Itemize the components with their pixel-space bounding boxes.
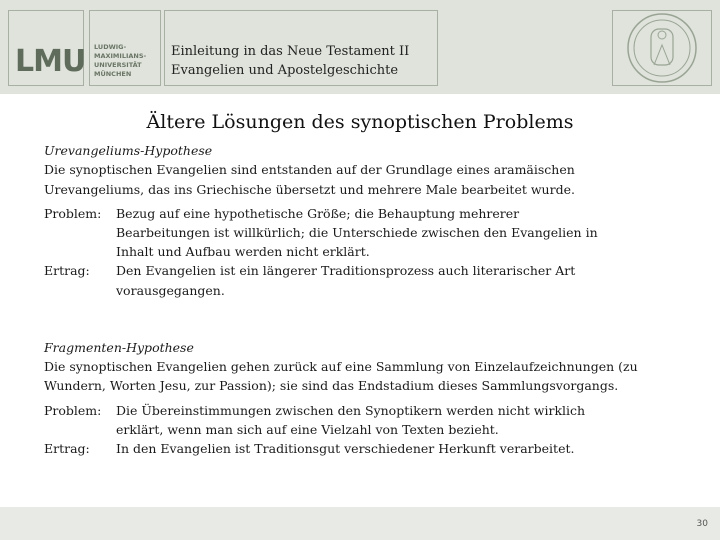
university-line-2: MAXIMILIANS- xyxy=(94,52,147,60)
course-subtitle: Evangelien und Apostelgeschichte xyxy=(171,63,399,78)
course-title: Einleitung in das Neue Testament II xyxy=(171,44,410,59)
section1-ertrag-line1: Den Evangelien ist ein längerer Traditionsprozess auch literarischer Art xyxy=(116,263,576,278)
university-line-1: LUDWIG- xyxy=(94,43,127,51)
university-line-3: UNIVERSITÄT xyxy=(94,61,142,69)
lmu-logo: LMU xyxy=(15,44,86,79)
section2-problem-label: Problem: xyxy=(44,403,102,418)
slide-header xyxy=(0,0,720,94)
slide-footer xyxy=(0,507,720,540)
page-number: 30 xyxy=(696,519,708,529)
section2-title: Fragmenten-Hypothese xyxy=(44,340,194,355)
section2-desc-line2: Wundern, Worten Jesu, zur Passion); sie sind das Endstadium dieses Sammlungsvorgangs. xyxy=(44,378,619,393)
university-seal-icon xyxy=(613,11,711,85)
slide-heading: Ältere Lösungen des synoptischen Problems xyxy=(146,111,574,133)
course-title-box xyxy=(164,10,438,86)
logo-box xyxy=(8,10,84,86)
section1-title: Urevangeliums-Hypothese xyxy=(44,143,213,158)
section2-ertrag-line1: In den Evangelien ist Traditionsgut verschiedener Herkunft verarbeitet. xyxy=(116,441,575,456)
section1-problem-line1: Bezug auf eine hypothetische Größe; die Behauptung mehrerer xyxy=(116,206,520,221)
university-name xyxy=(89,10,161,86)
section2-ertrag-label: Ertrag: xyxy=(44,441,90,456)
university-line-4: MÜNCHEN xyxy=(94,70,132,78)
section1-problem-line3: Inhalt und Aufbau werden nicht erklärt. xyxy=(116,244,370,259)
section1-desc-line2: Urevangeliums, das ins Griechische übersetzt und mehrere Male bearbeitet wurde. xyxy=(44,182,575,197)
section1-problem-label: Problem: xyxy=(44,206,102,221)
section1-ertrag-line2: vorausgegangen. xyxy=(116,283,225,298)
section2-problem-line1: Die Übereinstimmungen zwischen den Synoptikern werden nicht wirklich xyxy=(116,403,586,418)
seal-box xyxy=(612,10,712,86)
section1-problem-line2: Bearbeitungen ist willkürlich; die Unterschiede zwischen den Evangelien in xyxy=(116,225,598,240)
section1-ertrag-label: Ertrag: xyxy=(44,263,90,278)
section2-desc-line1: Die synoptischen Evangelien gehen zurück auf eine Sammlung von Einzelaufzeichnungen (zu xyxy=(44,359,638,374)
section1-desc-line1: Die synoptischen Evangelien sind entstanden auf der Grundlage eines aramäischen xyxy=(44,162,575,177)
section2-problem-line2: erklärt, wenn man sich auf eine Vielzahl von Texten bezieht. xyxy=(116,422,499,437)
